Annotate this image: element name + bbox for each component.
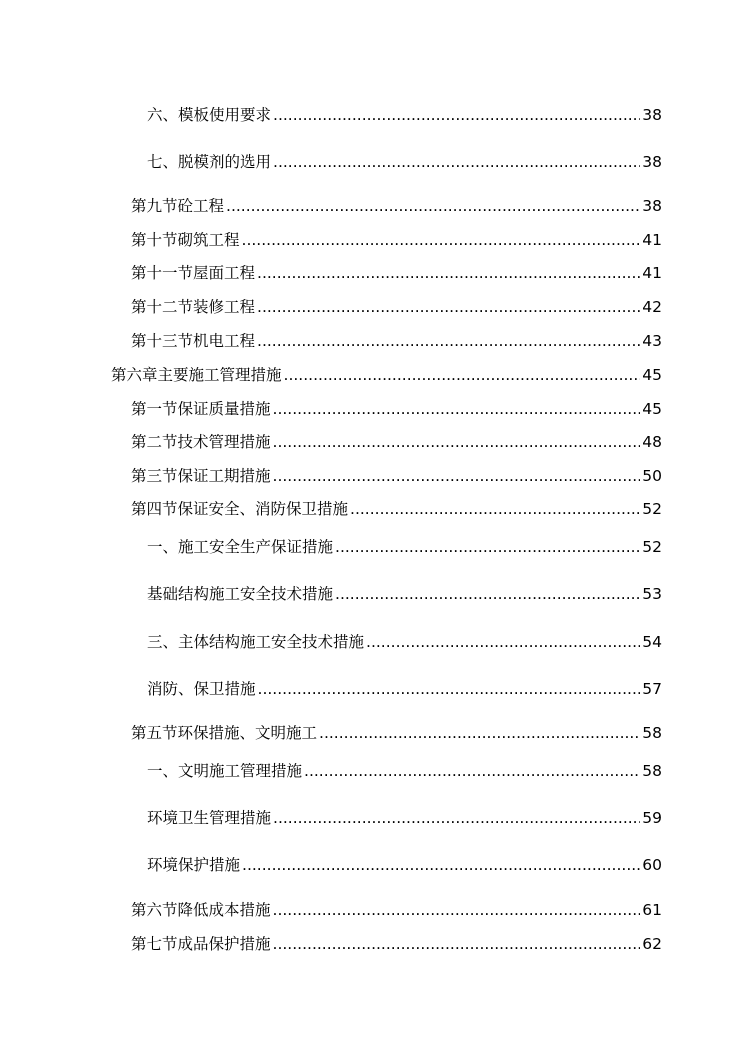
toc-page-number: 38 xyxy=(642,153,662,171)
toc-entry[interactable] xyxy=(147,853,662,877)
toc-page-number: 59 xyxy=(642,809,662,827)
toc-entry[interactable] xyxy=(131,295,662,319)
toc-leader-dots xyxy=(366,630,640,654)
toc-entry-title: 三、主体结构施工安全技术措施 xyxy=(147,633,365,651)
toc-entry-title: 基础结构施工安全技术措施 xyxy=(147,585,334,603)
toc-entry[interactable] xyxy=(147,103,662,127)
toc-leader-dots xyxy=(284,363,641,387)
toc-page-number: 42 xyxy=(642,298,662,316)
toc-page-number: 60 xyxy=(642,856,662,874)
toc-entry[interactable] xyxy=(147,806,662,830)
toc-entry-title: 主要施工管理措施 xyxy=(157,366,282,384)
toc-entry[interactable] xyxy=(131,228,662,252)
toc-entry[interactable] xyxy=(131,497,662,521)
toc-page-number: 41 xyxy=(642,264,662,282)
toc-section-number: 第九节 xyxy=(131,197,178,215)
toc-page-number: 52 xyxy=(642,538,662,556)
toc-page-number: 38 xyxy=(642,197,662,215)
toc-page-number: 58 xyxy=(642,762,662,780)
toc-page-number: 57 xyxy=(642,680,662,698)
toc-entry-title: 环境保护措施 xyxy=(147,856,241,874)
toc-entry[interactable] xyxy=(131,329,662,353)
toc-section-number: 第四节 xyxy=(131,500,178,518)
toc-entry-title: 装修工程 xyxy=(193,298,256,316)
toc-entry[interactable] xyxy=(131,261,662,285)
toc-entry[interactable] xyxy=(131,721,662,745)
toc-page-number: 50 xyxy=(642,467,662,485)
toc-entry-title: 砌筑工程 xyxy=(177,231,240,249)
toc-page-number: 45 xyxy=(642,366,662,384)
toc-section-number: 第十节 xyxy=(131,231,178,249)
toc-page-number: 62 xyxy=(642,935,662,953)
toc-entry[interactable] xyxy=(131,898,662,922)
toc-section-number: 第七节 xyxy=(131,935,178,953)
toc-leader-dots xyxy=(257,295,640,319)
toc-entry-title: 一、文明施工管理措施 xyxy=(147,762,303,780)
toc-entry-title: 环境卫生管理措施 xyxy=(147,809,272,827)
toc-leader-dots xyxy=(335,535,640,559)
toc-entry[interactable] xyxy=(147,150,662,174)
toc-entry-title: 保证安全、消防保卫措施 xyxy=(177,500,349,518)
toc-entry-title: 降低成本措施 xyxy=(177,901,271,919)
toc-leader-dots xyxy=(258,677,641,701)
toc-entry-title: 保证工期措施 xyxy=(177,467,271,485)
toc-entry-title: 成品保护措施 xyxy=(177,935,271,953)
toc-entry[interactable] xyxy=(131,932,662,956)
toc-leader-dots xyxy=(273,430,641,454)
toc-entry[interactable] xyxy=(147,535,662,559)
toc-entry[interactable] xyxy=(131,430,662,454)
toc-entry[interactable] xyxy=(147,582,662,606)
toc-leader-dots xyxy=(273,150,640,174)
toc-leader-dots xyxy=(242,853,640,877)
toc-entry-title: 机电工程 xyxy=(193,332,256,350)
toc-entry-title: 砼工程 xyxy=(177,197,225,215)
toc-leader-dots xyxy=(273,898,641,922)
toc-leader-dots xyxy=(273,932,641,956)
toc-page-number: 61 xyxy=(642,901,662,919)
toc-page-number: 43 xyxy=(642,332,662,350)
toc-section-number: 第十二节 xyxy=(131,298,194,316)
toc-page-number: 54 xyxy=(642,633,662,651)
toc-entry[interactable] xyxy=(131,464,662,488)
toc-entry-title: 技术管理措施 xyxy=(177,433,271,451)
toc-entry[interactable] xyxy=(131,194,662,218)
toc-entry-title: 屋面工程 xyxy=(193,264,256,282)
toc-entry[interactable] xyxy=(147,677,662,701)
toc-entry-title: 六、模板使用要求 xyxy=(147,106,272,124)
toc-section-number: 第五节 xyxy=(131,724,178,742)
toc-entry[interactable] xyxy=(147,759,662,783)
toc-leader-dots xyxy=(273,464,641,488)
toc-page-number: 41 xyxy=(642,231,662,249)
toc-leader-dots xyxy=(273,806,640,830)
toc-section-number: 第一节 xyxy=(131,400,178,418)
toc-leader-dots xyxy=(242,228,641,252)
toc-section-number: 第三节 xyxy=(131,467,178,485)
toc-entry[interactable] xyxy=(147,630,662,654)
toc-leader-dots xyxy=(304,759,640,783)
toc-page-number: 48 xyxy=(642,433,662,451)
toc-entry-title: 一、施工安全生产保证措施 xyxy=(147,538,334,556)
toc-leader-dots xyxy=(350,497,640,521)
toc-entry-title: 消防、保卫措施 xyxy=(147,680,256,698)
toc-leader-dots xyxy=(257,329,640,353)
toc-section-number: 第二节 xyxy=(131,433,178,451)
toc-page-number: 53 xyxy=(642,585,662,603)
toc-leader-dots xyxy=(273,103,640,127)
toc-page-number: 52 xyxy=(642,500,662,518)
toc-section-number: 第十三节 xyxy=(131,332,194,350)
toc-page-number: 45 xyxy=(642,400,662,418)
toc-entry-title: 七、脱模剂的选用 xyxy=(147,153,272,171)
toc-leader-dots xyxy=(273,397,641,421)
toc-chapter-entry[interactable] xyxy=(111,363,662,387)
toc-leader-dots xyxy=(335,582,640,606)
toc-leader-dots xyxy=(257,261,640,285)
toc-leader-dots xyxy=(226,194,640,218)
toc-page-number: 38 xyxy=(642,106,662,124)
toc-entry[interactable] xyxy=(131,397,662,421)
toc-section-number: 第六节 xyxy=(131,901,178,919)
toc-page-number: 58 xyxy=(642,724,662,742)
toc-chapter-number: 第六章 xyxy=(111,366,158,384)
toc-leader-dots xyxy=(319,721,640,745)
toc-entry-title: 保证质量措施 xyxy=(177,400,271,418)
toc-entry-title: 环保措施、文明施工 xyxy=(177,724,318,742)
toc-section-number: 第十一节 xyxy=(131,264,194,282)
